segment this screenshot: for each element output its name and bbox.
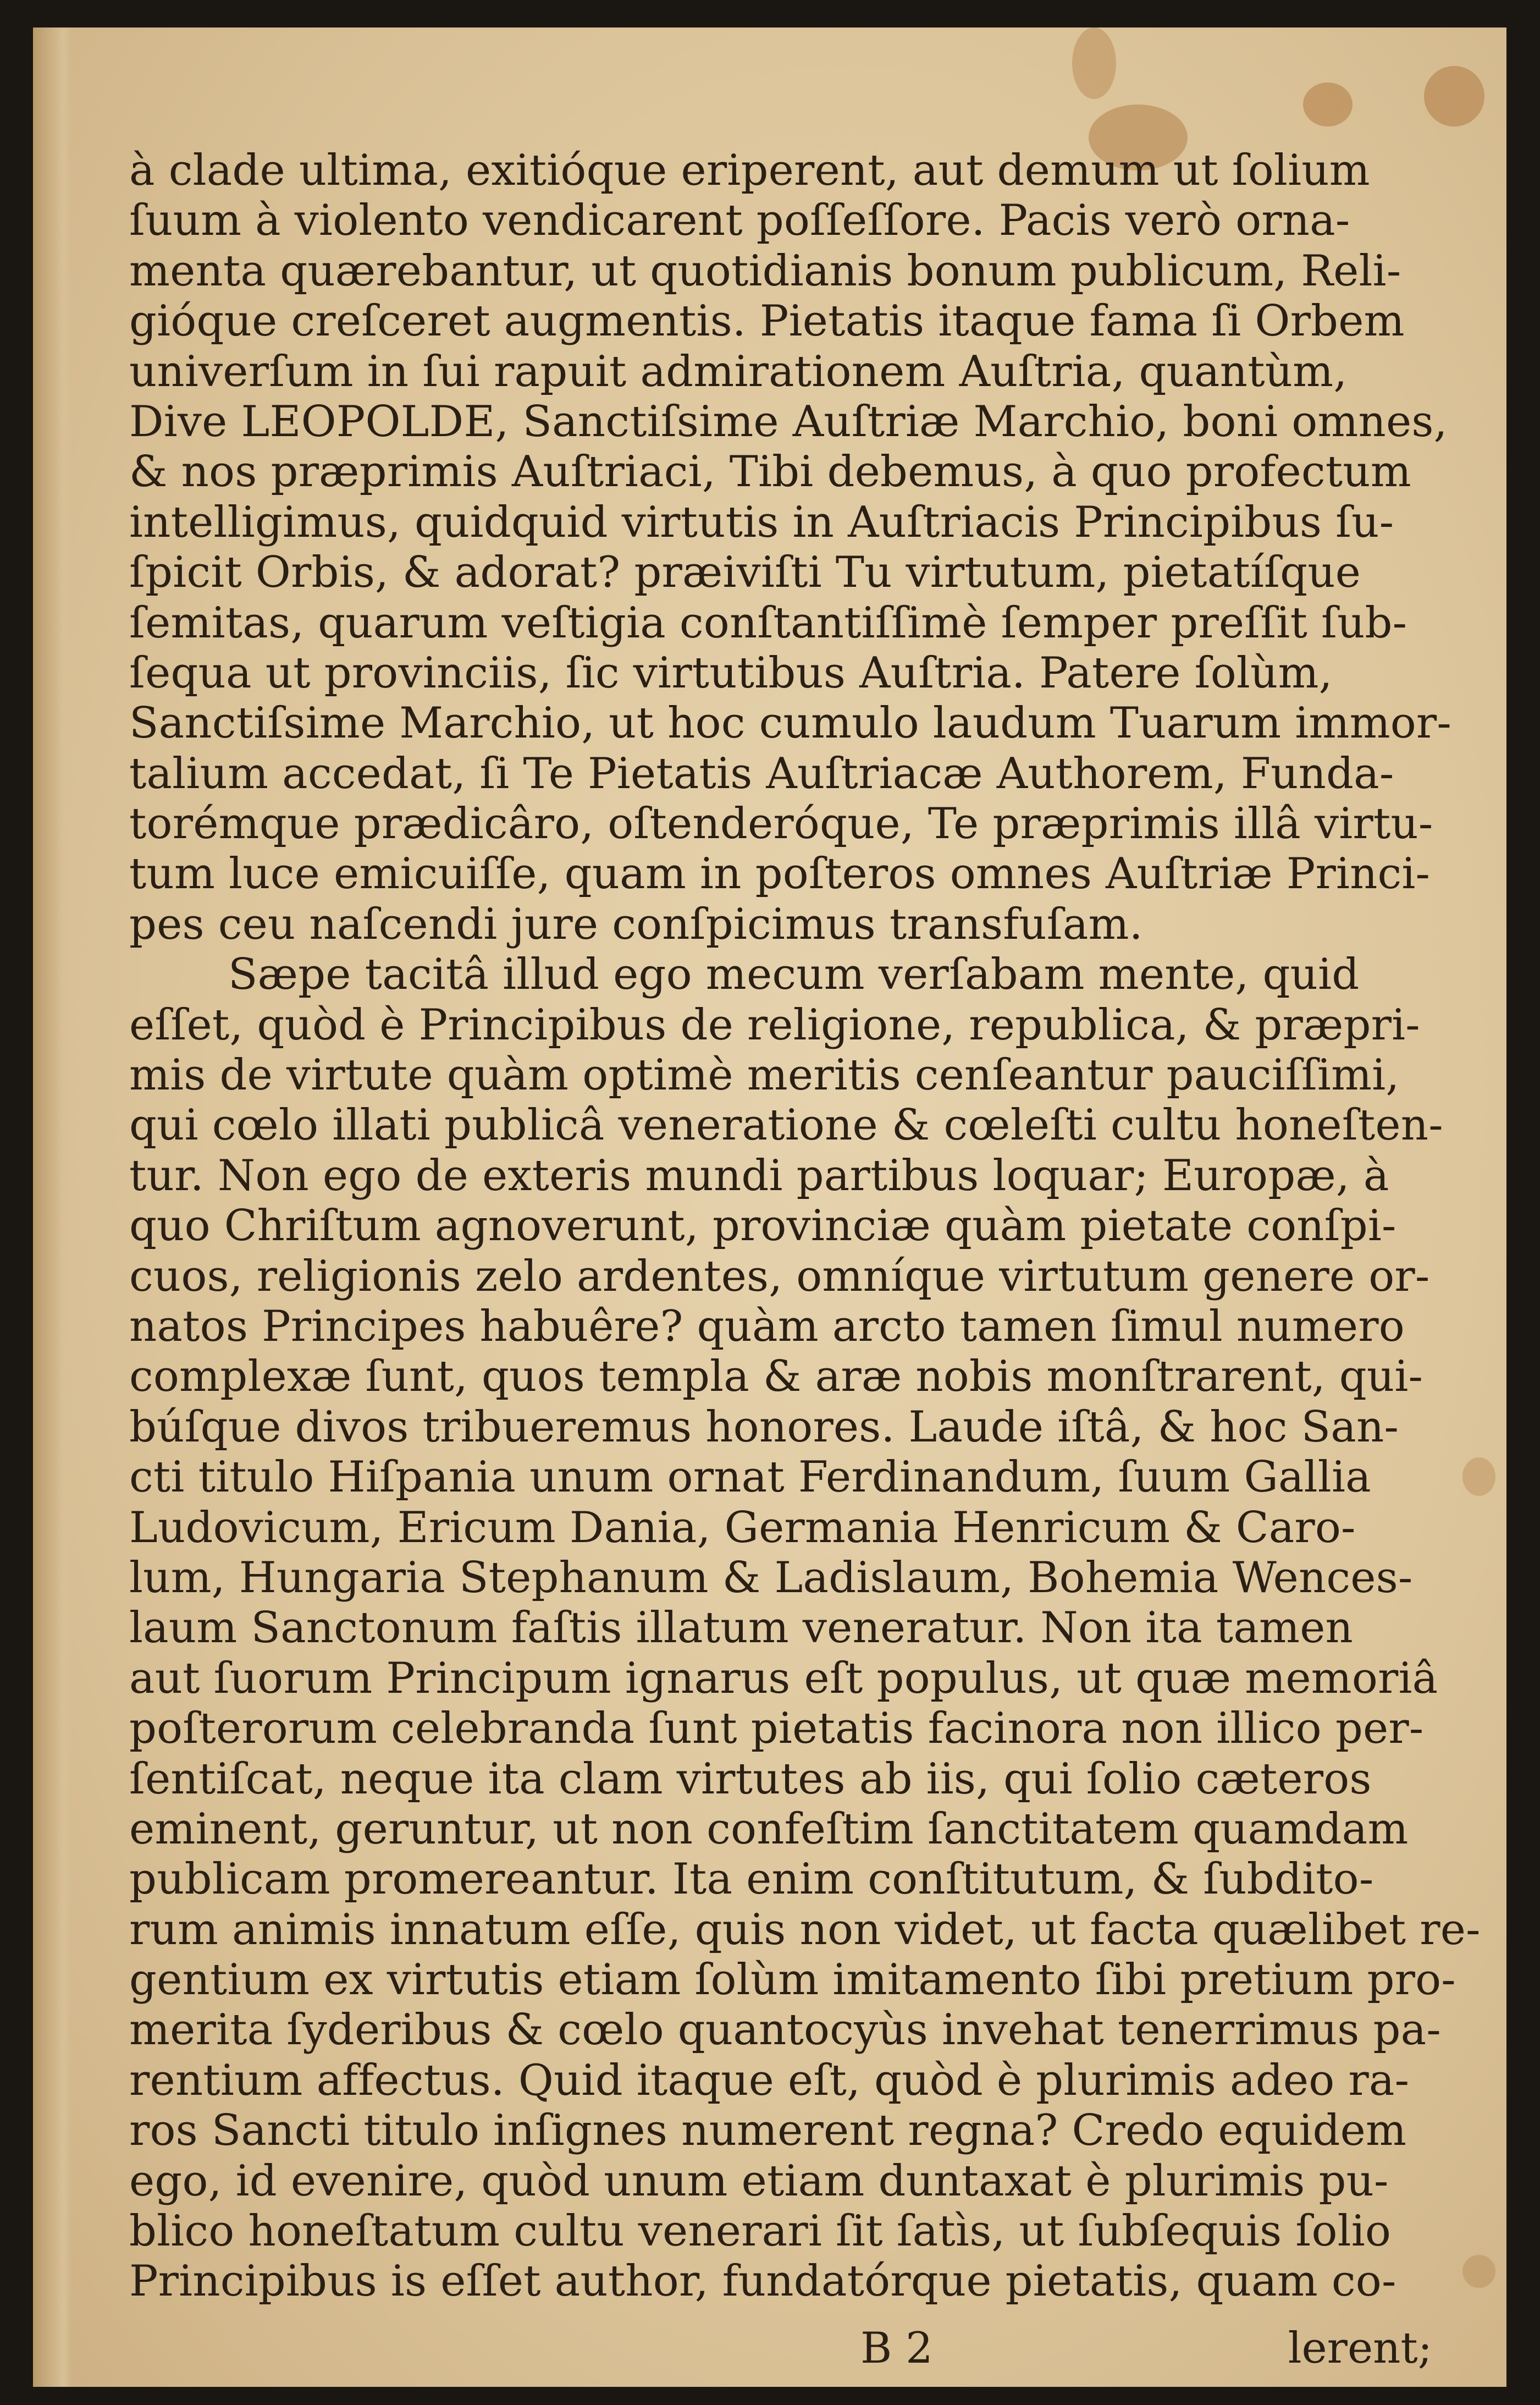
text-line: eminent, geruntur, ut non confeſtim ſanctitatem quamdam bbox=[129, 1804, 1409, 1854]
text-block bbox=[129, 146, 1481, 2307]
text-line: à clade ultima, exitióque eriperent, aut demum ut ſolium bbox=[129, 146, 1370, 195]
text-line: Dive LEOPOLDE, Sanctiſsime Auſtriæ Marchio, boni omnes, bbox=[129, 397, 1448, 447]
foxing-stain bbox=[1424, 66, 1484, 126]
text-line: Ludovicum, Ericum Dania, Germania Henricum & Caro- bbox=[129, 1503, 1356, 1553]
text-line: pes ceu naſcendi jure conſpicimus transfuſam. bbox=[129, 899, 1143, 949]
text-line: complexæ ſunt, quos templa & aræ nobis monſtrarent, qui- bbox=[129, 1352, 1423, 1402]
text-line: intelligimus, quidquid virtutis in Auſtriacis Principibus ſu- bbox=[129, 497, 1394, 547]
text-line: blico honeſtatum cultu venerari ſit ſatìs, ut ſubſequis ſolio bbox=[129, 2206, 1392, 2257]
text-line: ſentiſcat, neque ita clam virtutes ab iis, qui ſolio cæteros bbox=[129, 1754, 1372, 1804]
text-line: torémque prædicâro, oſtenderóque, Te præprimis illâ virtu- bbox=[129, 799, 1433, 849]
page-footer bbox=[129, 2324, 1432, 2376]
text-line: mis de virtute quàm optimè meritis cenſeantur pauciſſimi, bbox=[129, 1050, 1400, 1100]
catchword: lerent; bbox=[1288, 2324, 1432, 2373]
text-line: gentium ex virtutis etiam ſolùm imitamento ſibi pretium pro- bbox=[129, 1955, 1456, 2005]
text-line: rum animis innatum eſſe, quis non videt, ut facta quælibet re- bbox=[129, 1905, 1481, 1955]
text-line: ros Sancti titulo inſignes numerent regna? Credo equidem bbox=[129, 2106, 1407, 2156]
text-line: tum luce emicuiſſe, quam in poſteros omnes Auſtriæ Princi- bbox=[129, 849, 1431, 899]
text-line: & nos præprimis Auſtriaci, Tibi debemus, à quo profectum bbox=[129, 447, 1411, 497]
text-line: merita ſyderibus & cœlo quantocyùs invehat tenerrimus pa- bbox=[129, 2005, 1441, 2055]
text-line: natos Principes habuêre? quàm arcto tamen ſimul numero bbox=[129, 1301, 1405, 1351]
text-line: aut ſuorum Principum ignarus eſt populus, ut quæ memoriâ bbox=[129, 1653, 1438, 1703]
text-line: univerſum in ſui rapuit admirationem Auſtria, quantùm, bbox=[129, 346, 1348, 397]
text-line: tur. Non ego de exteris mundi partibus loquar; Europæ, à bbox=[129, 1151, 1389, 1201]
foxing-stain bbox=[1462, 2255, 1495, 2288]
text-line: ſuum à violento vendicarent poſſeſſore. Pacis verò orna- bbox=[129, 196, 1350, 246]
text-line: ſequa ut provinciis, ſic virtutibus Auſtria. Patere ſolùm, bbox=[129, 648, 1333, 698]
text-line: rentium affectus. Quid itaque eſt, quòd è plurimis adeo ra- bbox=[129, 2055, 1410, 2105]
text-line: publicam promereantur. Ita enim conſtitutum, & ſubdito- bbox=[129, 1854, 1374, 1905]
text-line: ego, id evenire, quòd unum etiam duntaxat è plurimis pu- bbox=[129, 2156, 1389, 2206]
text-line: lum, Hungaria Stephanum & Ladislaum, Bohemia Wences- bbox=[129, 1553, 1413, 1603]
text-line: Sanctiſsime Marchio, ut hoc cumulo laudum Tuarum immor- bbox=[129, 698, 1451, 749]
text-line: Principibus is eſſet author, fundatórque pietatis, quam co- bbox=[129, 2257, 1397, 2307]
foxing-stain bbox=[1072, 27, 1116, 99]
text-line: qui cœlo illati publicâ veneratione & cœleſti cultu honeſten- bbox=[129, 1100, 1443, 1151]
text-line: ſemitas, quarum veſtigia conſtantiſſimè ſemper preſſit ſub- bbox=[129, 598, 1407, 648]
signature-mark: B 2 bbox=[860, 2324, 933, 2373]
text-line: cti titulo Hiſpania unum ornat Ferdinandum, ſuum Gallia bbox=[129, 1452, 1371, 1503]
text-line: quo Chriſtum agnoverunt, provinciæ quàm pietate conſpi- bbox=[129, 1201, 1397, 1251]
text-line: menta quærebantur, ut quotidianis bonum publicum, Reli- bbox=[129, 246, 1401, 296]
text-line: talium accedat, ſi Te Pietatis Auſtriacæ Authorem, Funda- bbox=[129, 749, 1394, 799]
text-line: cuos, religionis zelo ardentes, omníque virtutum genere or- bbox=[129, 1251, 1430, 1301]
foxing-stain bbox=[1303, 82, 1353, 126]
text-line: laum Sanctonum faſtis illatum veneratur. Non ita tamen bbox=[129, 1603, 1353, 1653]
text-line: búſque divos tribueremus honores. Laude iſtâ, & hoc San- bbox=[129, 1402, 1399, 1452]
text-line: gióque creſceret augmentis. Pietatis itaque fama ſi Orbem bbox=[129, 296, 1405, 346]
paragraph-first-line: Sæpe tacitâ illud ego mecum verſabam mente, quid bbox=[228, 950, 1360, 1000]
text-line: eſſet, quòd è Principibus de religione, republica, & præpri- bbox=[129, 1000, 1420, 1050]
text-line: poſterorum celebranda ſunt pietatis facinora non illico per- bbox=[129, 1704, 1424, 1754]
page-gutter-shadow bbox=[33, 27, 71, 2387]
text-line: ſpicit Orbis, & adorat? præiviſti Tu virtutum, pietatíſque bbox=[129, 548, 1361, 598]
foxing-stain bbox=[1462, 1457, 1495, 1496]
